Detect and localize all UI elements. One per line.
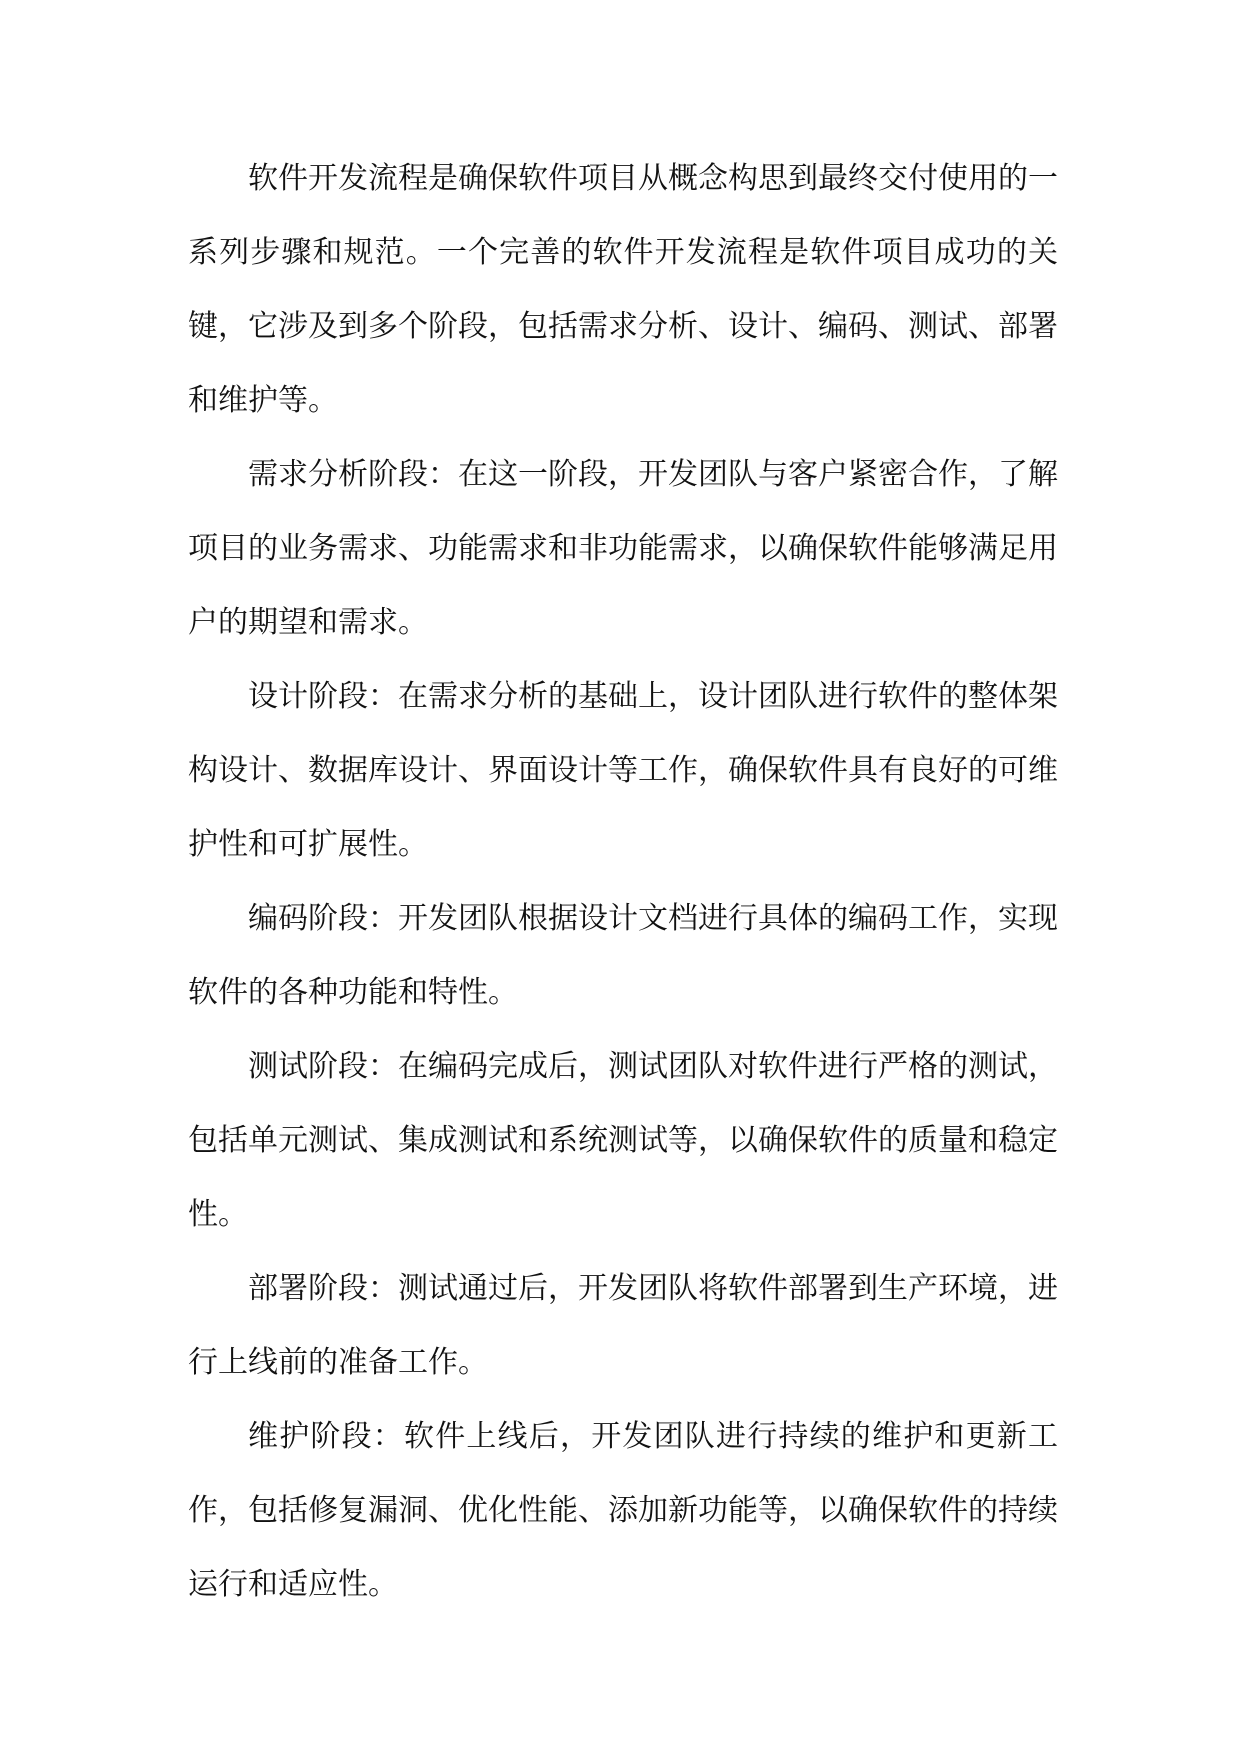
paragraph-coding: 编码阶段：开发团队根据设计文档进行具体的编码工作，实现软件的各种功能和特性。 bbox=[188, 901, 1058, 1010]
paragraph-maintenance: 维护阶段：软件上线后，开发团队进行持续的维护和更新工作，包括修复漏洞、优化性能、添加新功能等，以确保软件的持续运行和适应性。 bbox=[188, 1419, 1058, 1602]
paragraph-testing: 测试阶段：在编码完成后，测试团队对软件进行严格的测试，包括单元测试、集成测试和系统测试等，以确保软件的质量和稳定性。 bbox=[188, 1049, 1058, 1232]
paragraph-requirements: 需求分析阶段：在这一阶段，开发团队与客户紧密合作，了解项目的业务需求、功能需求和非功能需求，以确保软件能够满足用户的期望和需求。 bbox=[188, 457, 1058, 640]
paragraph-design: 设计阶段：在需求分析的基础上，设计团队进行软件的整体架构设计、数据库设计、界面设计等工作，确保软件具有良好的可维护性和可扩展性。 bbox=[188, 679, 1058, 862]
paragraph-intro: 软件开发流程是确保软件项目从概念构思到最终交付使用的一系列步骤和规范。一个完善的软件开发流程是软件项目成功的关键，它涉及到多个阶段，包括需求分析、设计、编码、测试、部署和维护等。 bbox=[188, 161, 1058, 418]
document-body bbox=[188, 142, 1058, 1622]
paragraph-deployment: 部署阶段：测试通过后，开发团队将软件部署到生产环境，进行上线前的准备工作。 bbox=[188, 1271, 1058, 1380]
